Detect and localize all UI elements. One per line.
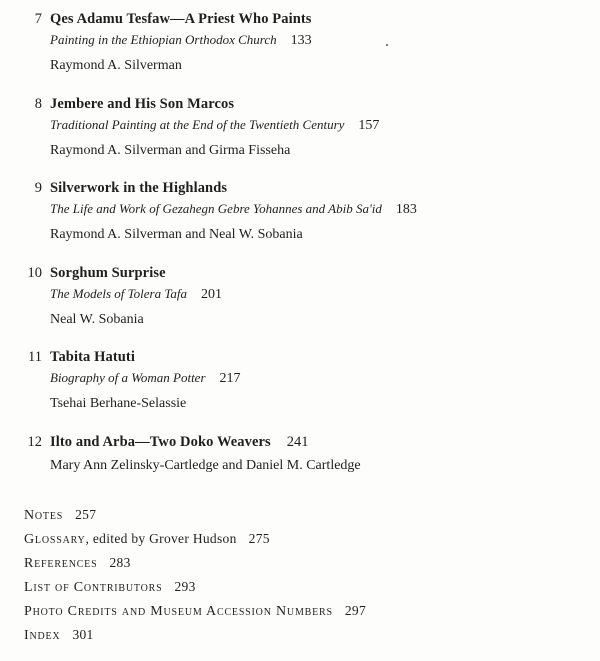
- chapter-number: 8: [34, 96, 42, 112]
- back-matter-label: Photo Credits and Museum Accession Numbers: [24, 604, 333, 619]
- back-matter-page: 293: [174, 579, 196, 594]
- toc-chapter-7: [24, 10, 584, 75]
- chapter-subtitle-line: [50, 31, 584, 49]
- chapter-number: 12: [27, 434, 42, 450]
- chapter-title: Tabita Hatuti: [50, 349, 135, 365]
- toc-chapter-10: [24, 264, 584, 329]
- chapter-subtitle: Biography of a Woman Potter: [50, 370, 206, 385]
- toc-index: [24, 626, 94, 645]
- chapter-author: Tsehai Berhane-Selassie: [50, 396, 187, 411]
- chapter-subtitle-line: [50, 200, 584, 218]
- back-matter-page: 283: [109, 555, 131, 570]
- back-matter-extra: , edited by Grover Hudson: [85, 531, 237, 546]
- chapter-author: Neal W. Sobania: [50, 312, 144, 327]
- chapter-heading: [24, 10, 584, 28]
- chapter-subtitle: The Models of Tolera Tafa: [50, 286, 188, 301]
- chapter-title: Silverwork in the Highlands: [50, 180, 228, 196]
- chapter-page-number: 133: [290, 33, 312, 48]
- toc-glossary: [24, 530, 270, 549]
- chapter-author: Mary Ann Zelinsky-Cartledge and Daniel M. Cartledge: [50, 458, 361, 473]
- back-matter-page: 275: [248, 531, 270, 546]
- chapter-subtitle: The Life and Work of Gezahegn Gebre Yohannes and Abib Sa'id: [50, 201, 382, 216]
- chapter-subtitle: Traditional Painting at the End of the Twentieth Century: [50, 117, 345, 132]
- chapter-title: Qes Adamu Tesfaw—A Priest Who Paints: [50, 11, 312, 27]
- chapter-page-number: 217: [219, 371, 241, 386]
- back-matter-label: Notes: [24, 508, 64, 523]
- chapter-heading: [24, 264, 584, 282]
- chapter-page-number: 157: [358, 118, 380, 133]
- back-matter-label: References: [24, 556, 98, 571]
- chapter-author: Raymond A. Silverman and Neal W. Sobania: [50, 227, 303, 242]
- toc-references: [24, 554, 131, 573]
- chapter-subtitle: Painting in the Ethiopian Orthodox Church: [50, 32, 277, 47]
- back-matter-page: 301: [72, 627, 94, 642]
- toc-chapter-11: [24, 348, 584, 413]
- chapter-number: 7: [34, 11, 42, 27]
- back-matter-label: Glossary: [24, 532, 86, 547]
- back-matter-page: 297: [344, 603, 367, 618]
- chapter-author: Raymond A. Silverman: [50, 58, 182, 73]
- chapter-heading: [24, 95, 584, 113]
- chapter-subtitle-line: [50, 116, 584, 134]
- speck-mark: [386, 44, 388, 46]
- chapter-heading: [24, 179, 584, 197]
- chapter-heading: [24, 348, 584, 366]
- chapter-number: 9: [34, 180, 42, 196]
- chapter-page-number: 241: [286, 434, 309, 450]
- chapter-heading: [24, 433, 584, 451]
- back-matter-label: List of Contributors: [24, 580, 163, 595]
- chapter-title: Ilto and Arba—Two Doko Weavers: [50, 434, 271, 450]
- toc-list-of-contributors: [24, 578, 196, 597]
- chapter-title: Sorghum Surprise: [50, 265, 166, 281]
- chapter-page-number: 201: [201, 287, 223, 302]
- toc-chapter-9: [24, 179, 584, 244]
- toc-chapter-12: [24, 433, 584, 475]
- chapter-title: Jembere and His Son Marcos: [50, 96, 235, 112]
- chapter-page-number: 183: [395, 202, 417, 217]
- chapter-author: Raymond A. Silverman and Girma Fisseha: [50, 143, 291, 158]
- back-matter-label: Index: [24, 628, 61, 643]
- chapter-subtitle-line: [50, 285, 584, 303]
- toc-photo-credits: [24, 602, 366, 621]
- back-matter-page: 257: [75, 507, 97, 522]
- chapter-number: 10: [27, 265, 42, 281]
- toc-notes: [24, 506, 96, 525]
- chapter-number: 11: [28, 349, 42, 365]
- toc-chapter-8: [24, 95, 584, 160]
- chapter-subtitle-line: [50, 369, 584, 387]
